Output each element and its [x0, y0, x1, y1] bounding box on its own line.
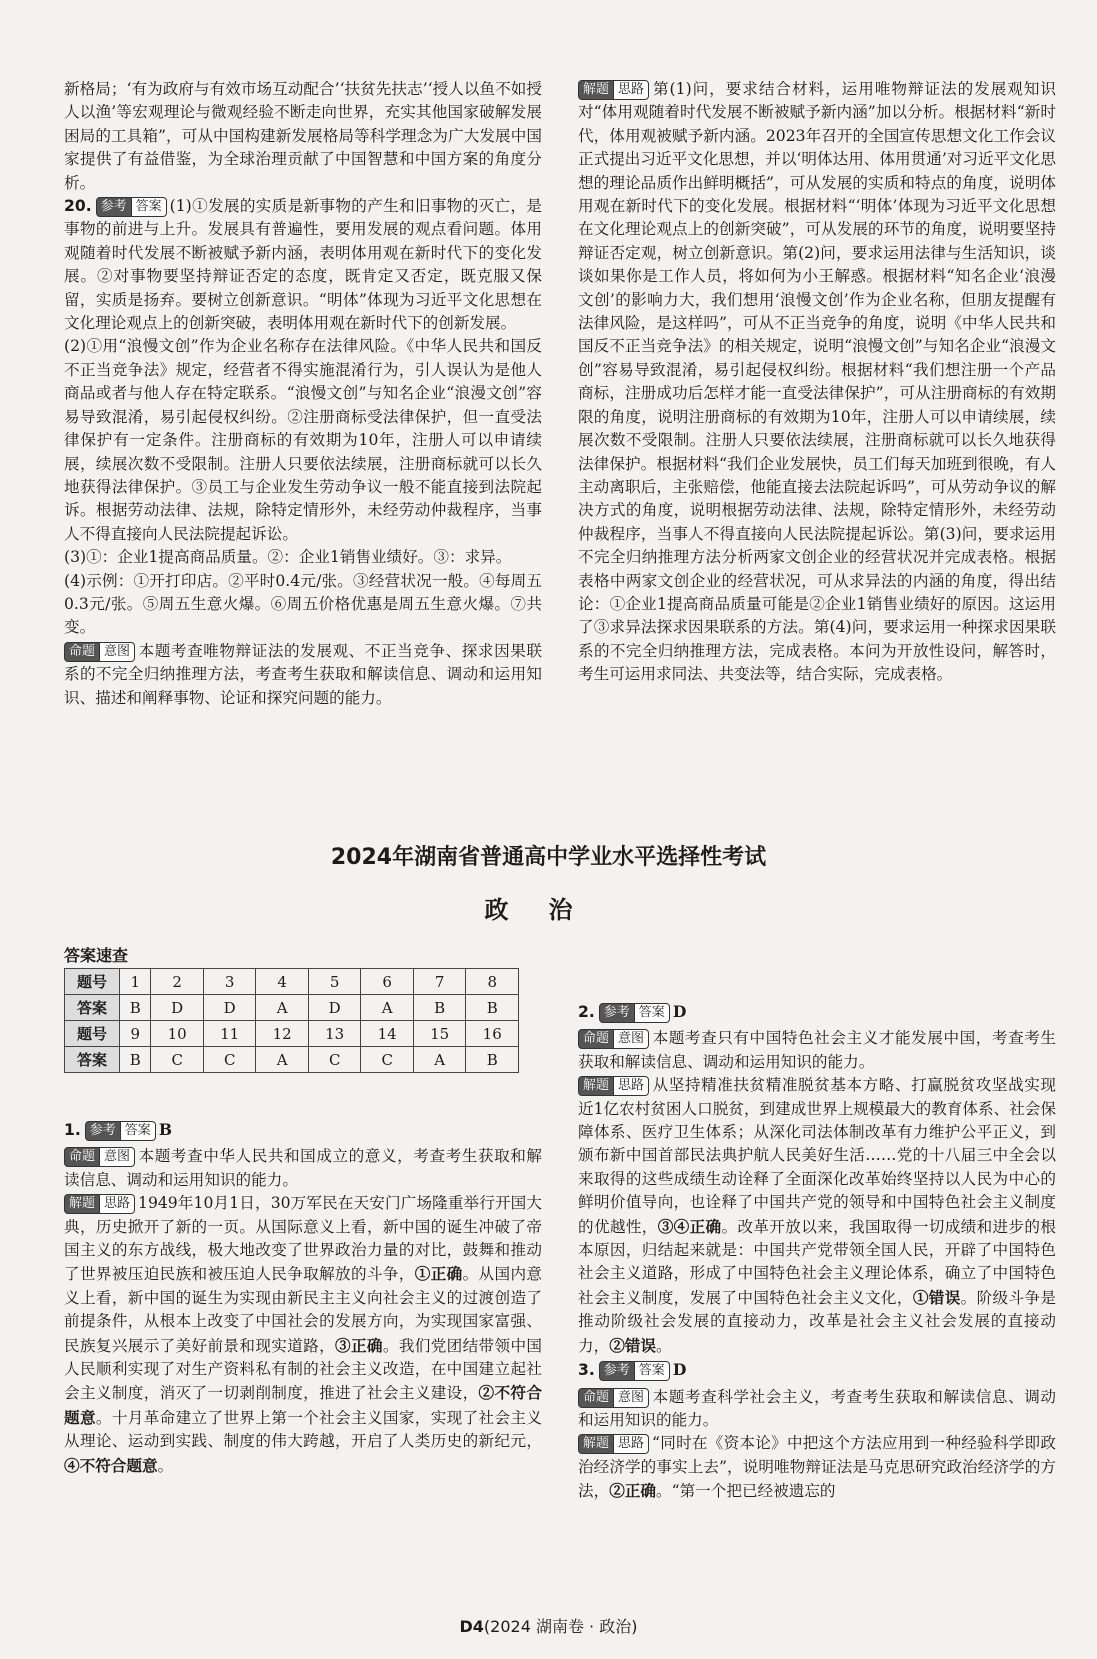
answer-cell: A	[361, 995, 414, 1021]
row-label: 题号	[65, 969, 120, 995]
question-number-cell: 11	[203, 1021, 256, 1047]
answer-tag: 参考 答案	[85, 1121, 156, 1141]
table-row	[65, 969, 519, 995]
row-label: 题号	[65, 1021, 120, 1047]
answer-letter: D	[672, 1360, 687, 1380]
q20-answer-part1: (1)①发展的实质是新事物的产生和旧事物的灭亡，是事物的前进与上升。发展具有普遍性，要用发展的观点看问题。体用观随着时代发展不断被赋予新内涵，表明体用观在新时代下的变化发展。②对事物要坚持辩证否定的态度，既肯定又否定，既克服又保留，实质是扬弃。要树立创新意识。“明体”体现为习近平文化思想在文化理论观点上的创新突破，表明体用观在新时代下的创新发展。	[64, 197, 542, 333]
answer-cell: A	[256, 1047, 309, 1073]
answer-tag: 参考 答案	[599, 1361, 670, 1381]
q19-continuation: 新格局；‘有为政府与有效市场互动配合’‘扶贫先扶志’‘授人以鱼不如授人以渔’等宏观理论与微观经验不断走向世界，充实其他国家破解发展困局的工具箱”，可从中国构建新发展格局等科学理念为广大发展中国家提供了有益借鉴，为全球治理贡献了中国智慧和中国方案的角度分析。	[64, 80, 542, 192]
answer-cell: A	[413, 1047, 466, 1073]
page-number: D4	[459, 1617, 484, 1636]
answer-tag: 参考 答案	[96, 197, 167, 217]
q20-solution: 解题 思路 第(1)问，要求结合材料，运用唯物辩证法的发展观知识对“体用观随着时代发展不断被赋予新内涵”加以分析。根据材料“新时代，体用观被赋予新内涵。2023年召开的全国宣传思想文化工作会议正式提出习近平文化思想，并以‘明体达用、体用贯通’对习近平文化思想的理论品质作出鲜明概括”，可从发展的实质和特点的角度，说明体用观在新时代下的变化发展。根据材料“‘明体’体现为习近平文化思想在文化理论观点上的创新突破”，可从发展的环节的角度，说明要坚持辩证否定观，树立创新意识。第(2)问，要求运用法律与生活知识，谈谈如果你是工作人员，将如何为小王解惑。根据材料“知名企业‘浪漫文创’的影响力大，我们想用‘浪慢文创’作为企业名称，但朋友提醒有法律风险，是这样吗”，可从不正当竞争的角度，说明《中华人民共和国反不正当竞争法》的相关规定，说明“浪慢文创”与知名企业“浪漫文创”容易导致混淆，易引起侵权纠纷。根据材料“我们想注册一个产品商标，注册成功后怎样才能一直受法律保护”，可从注册商标的有效期限的角度，说明注册商标的有效期为10年，注册人可以申请续展，续展次数不受限制。注册人只要依法续展，注册商标就可以长久地获得法律保护。根据材料“我们企业发展快，员工们每天加班到很晚，有人主动离职后，主张赔偿，他能直接去法院起诉吗”，可从劳动争议的解决方式的角度，说明根据劳动法律、法规，除特定情形外，未经劳动仲裁程序，当事人不得直接向人民法院提起诉讼。第(3)问，要求运用不完全归纳推理方法分析两家文创企业的经营状况并完成表格。根据表格中两家文创企业的经营状况，可从求异法的内涵的角度，得出结论：①企业1提高商品质量可能是②企业1销售业绩好的原因。这运用了③求异法探求因果联系的方法。第(4)问，要求运用一种探求因果联系的不完全归纳推理方法，完成表格。本问为开放性设问，解答时，考生可运用求同法、共变法等，结合实际，完成表格。	[578, 80, 1056, 684]
answer-cell: B	[413, 995, 466, 1021]
row-label: 答案	[65, 1047, 120, 1073]
answer-letter: D	[672, 1002, 687, 1021]
q2-answer	[578, 1000, 1056, 1024]
question-number-cell: 7	[413, 969, 466, 995]
intent-tag: 命题 意图	[578, 1388, 649, 1408]
question-number-cell: 2	[151, 969, 204, 995]
question-number-cell: 4	[256, 969, 309, 995]
q20-answer-intro	[64, 195, 542, 335]
q20-answer-part3: (3)①：企业1提高商品质量。②：企业1销售业绩好。③：求异。	[64, 548, 512, 567]
question-number-cell: 12	[256, 1021, 309, 1047]
answer-cell: B	[466, 995, 519, 1021]
question-number-cell: 1	[120, 969, 151, 995]
q2-intent: 命题 意图 本题考查只有中国特色社会主义才能发展中国，考查考生获取和解读信息、调动和运用知识的能力。	[578, 1029, 1056, 1071]
right-column-top	[578, 78, 1056, 687]
question-number-cell: 15	[413, 1021, 466, 1047]
row-label: 答案	[65, 995, 120, 1021]
answer-cell: C	[308, 1047, 361, 1073]
answer-table	[64, 968, 519, 1073]
answer-cell: B	[120, 995, 151, 1021]
q1-solution: 解题 思路 1949年10月1日，30万军民在天安门广场隆重举行开国大典，历史掀开了新的一页。从国际意义上看，新中国的诞生冲破了帝国主义的东方战线，极大地改变了世界政治力量的对比，鼓舞和推动了世界被压迫民族和被压迫人民争取解放的斗争，①正确。从国内意义上看，新中国的诞生为实现由新民主主义向社会主义的过渡创造了前提条件，从根本上改变了中国社会的发展方向，为实现国家富强、民族复兴展示了美好前景和现实道路，③正确。我们党团结带领中国人民顺利实现了对生产资料私有制的社会主义改造，在中国建立起社会主义制度，消灭了一切剥削制度，推进了社会主义建设，②不符合题意。十月革命建立了世界上第一个社会主义国家，实现了社会主义从理论、运动到实践、制度的伟大跨越，开启了人类历史的新纪元，④不符合题意。	[64, 1194, 542, 1475]
q1-answer	[64, 1118, 542, 1142]
question-number-cell: 10	[151, 1021, 204, 1047]
solution-tag: 解题 思路	[64, 1194, 135, 1214]
table-row	[65, 1047, 519, 1073]
question-number-cell: 13	[308, 1021, 361, 1047]
subject-title: 政治	[484, 896, 613, 924]
answer-cell: C	[361, 1047, 414, 1073]
left-column-lower	[64, 1118, 542, 1478]
q20-answer-part4: (4)示例：①开打印店。②平时0.4元/张。③经营状况一般。④每周五0.3元/张。⑤周五生意火爆。⑥周五价格优惠是周五生意火爆。⑦共变。	[64, 571, 542, 637]
q3-solution: 解题 思路 “同时在《资本论》中把这个方法应用到一种经验科学即政治经济学的事实上去”，说明唯物辩证法是马克思研究政治经济学的方法，②正确。“第一个把已经被遗忘的	[578, 1434, 1056, 1501]
left-column-top	[64, 78, 542, 710]
question-number: 2.	[578, 1003, 595, 1021]
page-footer	[0, 1614, 1097, 1637]
question-number-cell: 6	[361, 969, 414, 995]
question-number: 3.	[578, 1361, 595, 1380]
question-number-cell: 3	[203, 969, 256, 995]
solution-tag: 解题 思路	[578, 1076, 649, 1096]
footer-meta: (2024 湖南卷 · 政治)	[483, 1617, 638, 1636]
q3-intent: 命题 意图 本题考查科学社会主义，考查考生获取和解读信息、调动和运用知识的能力。	[578, 1387, 1056, 1429]
answer-letter: B	[158, 1120, 172, 1139]
solution-tag: 解题 思路	[578, 1434, 649, 1454]
answer-cell: D	[151, 995, 204, 1021]
right-column-lower	[578, 1000, 1056, 1504]
answer-cell: D	[203, 995, 256, 1021]
question-number-cell: 16	[466, 1021, 519, 1047]
exam-title: 2024年湖南省普通高中学业水平选择性考试	[330, 845, 767, 870]
intent-tag: 命题 意图	[64, 1147, 135, 1167]
question-number: 20.	[64, 197, 92, 216]
question-number-cell: 8	[466, 969, 519, 995]
answer-cell: D	[308, 995, 361, 1021]
answer-tag: 参考 答案	[599, 1003, 670, 1023]
q3-answer	[578, 1358, 1056, 1382]
intent-tag: 命题 意图	[578, 1029, 649, 1049]
answer-cell: B	[466, 1047, 519, 1073]
answer-cell: C	[203, 1047, 256, 1073]
question-number-cell: 9	[120, 1021, 151, 1047]
q20-answer-part2: (2)①用“浪慢文创”作为企业名称存在法律风险。《中华人民共和国反不正当竞争法》规定，经营者不得实施混淆行为，引人误认为是他人商品或者与他人存在特定联系。“浪慢文创”与知名企业“浪漫文创”容易导致混淆，易引起侵权纠纷。②注册商标受法律保护，但一直受法律保护有一定条件。注册商标的有效期为10年，注册人可以申请续展，续展次数不受限制。注册人只要依法续展，注册商标就可以长久地获得法律保护。③员工与企业发生劳动争议一般不能直接到法院起诉。根据劳动法律、法规，除特定情形外，未经劳动仲裁程序，当事人不得直接向人民法院提起诉讼。	[64, 337, 542, 543]
table-row	[65, 1021, 519, 1047]
question-number-cell: 5	[308, 969, 361, 995]
answer-cell: B	[120, 1047, 151, 1073]
q2-solution: 解题 思路 从坚持精准扶贫精准脱贫基本方略、打赢脱贫攻坚战实现近1亿农村贫困人口脱贫，到建成世界上规模最大的教育体系、社会保障体系、医疗卫生体系；从深化司法体制改革有力维护公平正义，到颁布新中国首部民法典护航人民美好生活……党的十八届三中全会以来取得的这些成绩生动诠释了全面深化改革始终坚持以人民为中心的鲜明价值导向，也诠释了中国共产党的领导和中国特色社会主义制度的优越性，③④正确。改革开放以来，我国取得一切成绩和进步的根本原因，归结起来就是：中国共产党带领全国人民，开辟了中国特色社会主义道路，形成了中国特色社会主义理论体系，确立了中国特色社会主义制度，发展了中国特色社会主义文化，①错误。阶级斗争是推动阶级社会发展的直接动力，改革是社会主义社会发展的直接动力，②错误。	[578, 1076, 1056, 1355]
intent-tag: 命题 意图	[64, 642, 135, 662]
q1-intent: 命题 意图 本题考查中华人民共和国成立的意义，考查考生获取和解读信息、调动和运用知识的能力。	[64, 1147, 542, 1189]
quick-check-title: 答案速查	[64, 946, 129, 965]
answer-cell: A	[256, 995, 309, 1021]
question-number: 1.	[64, 1121, 81, 1139]
q20-intent: 命题 意图 本题考查唯物辩证法的发展观、不正当竞争、探求因果联系的不完全归纳推理方法，考查考生获取和解读信息、调动和运用知识、描述和阐释事物、论证和探究问题的能力。	[64, 641, 542, 707]
question-number-cell: 14	[361, 1021, 414, 1047]
table-row	[65, 995, 519, 1021]
answer-cell: C	[151, 1047, 204, 1073]
solution-tag: 解题 思路	[578, 80, 649, 100]
